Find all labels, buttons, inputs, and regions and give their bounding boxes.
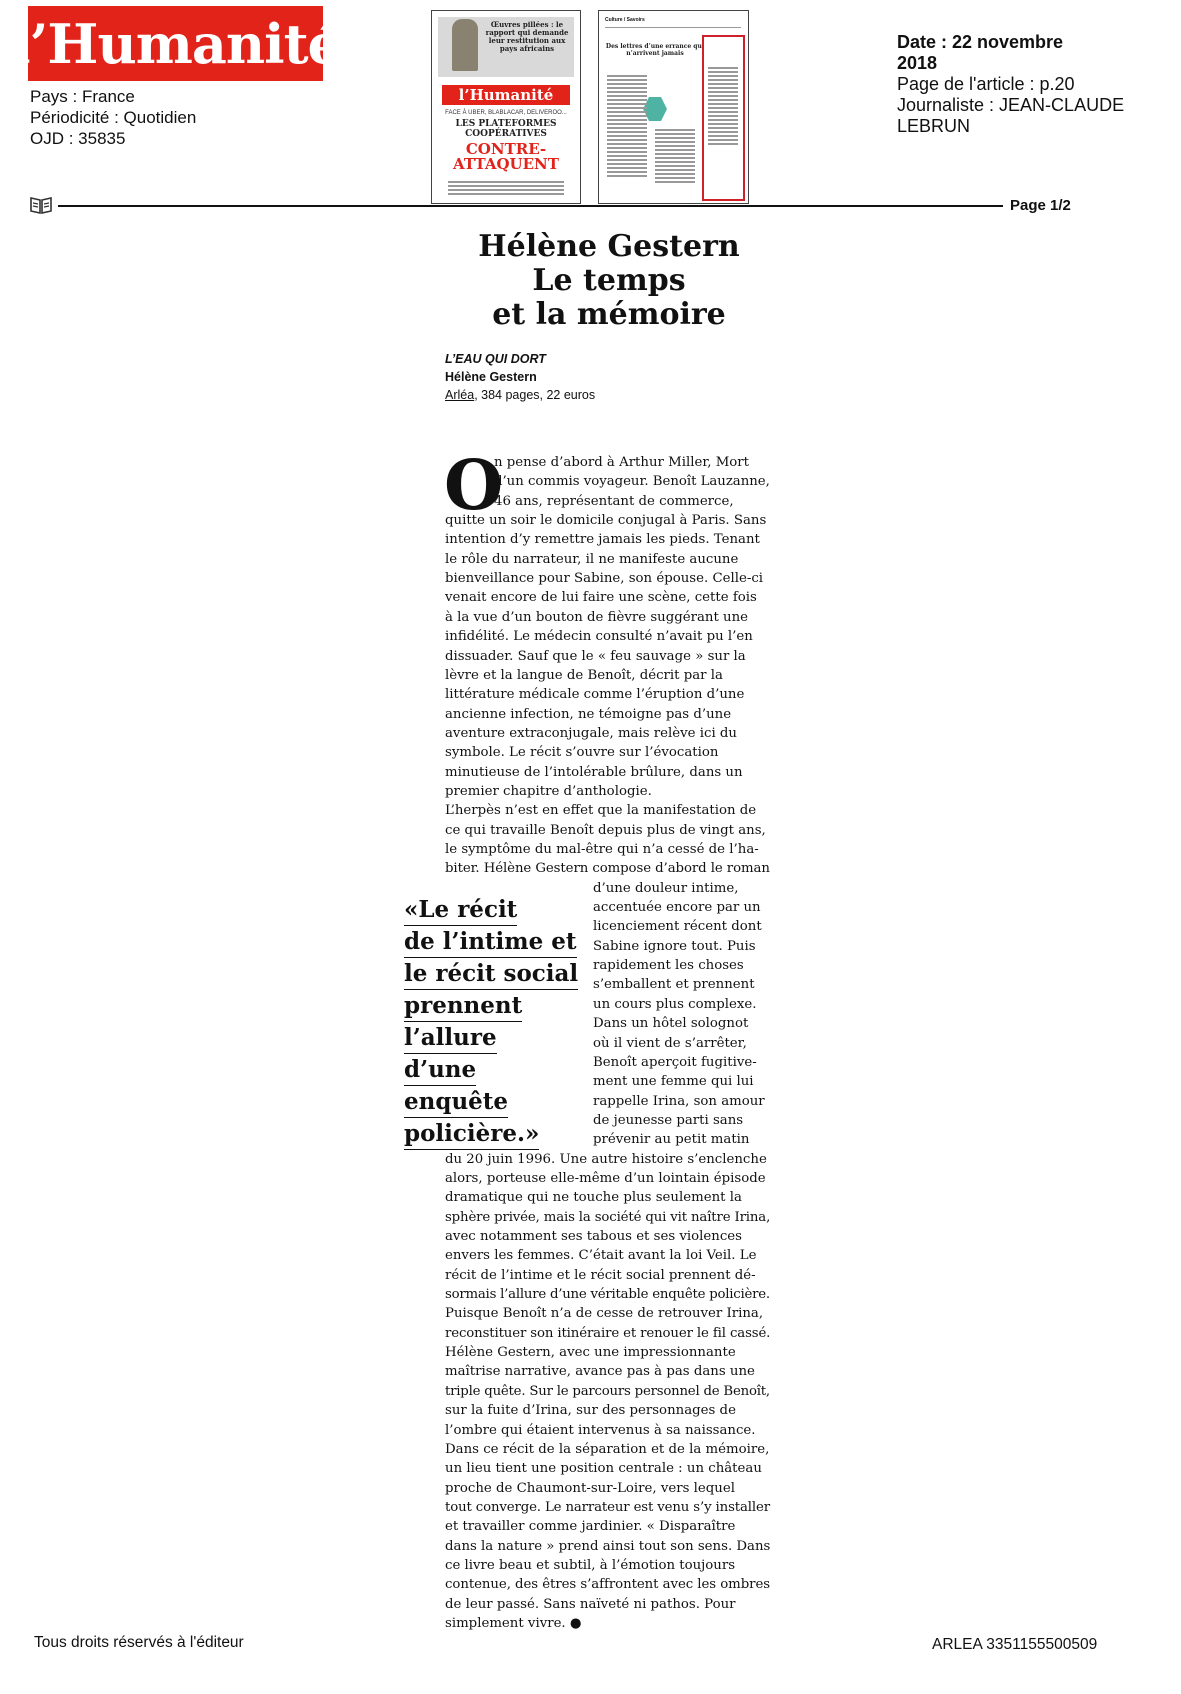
article-line: un cours plus complexe. (593, 996, 757, 1012)
article-line: licenciement récent dont (593, 919, 762, 935)
article-line: Dans ce récit de la séparation et de la mémoire, (445, 1441, 770, 1457)
article-line: alors, porteuse elle-même d’un lointain épisode (445, 1170, 766, 1186)
article-line: d’un commis voyageur. Benoît Lauzanne, (494, 474, 770, 490)
article-line: où il vient de s’arrêter, (593, 1035, 747, 1051)
date-year: 2018 (897, 53, 938, 73)
book-icon (30, 196, 52, 214)
separator-rule (58, 205, 1003, 207)
article-line: le symptôme du mal-être qui n’a cessé de l’ha- (445, 842, 759, 857)
article-line: Hélène Gestern, avec une impressionnante (445, 1345, 736, 1361)
statue-image (452, 19, 478, 71)
article-page-thumbnail[interactable] (598, 10, 749, 204)
article-line: le rôle du narrateur, il ne manifeste aucune (445, 551, 739, 567)
article-headline (380, 230, 838, 332)
book-details: , 384 pages, 22 euros (474, 388, 596, 402)
book-details-line (445, 386, 595, 404)
pull-quote-line: prennent (404, 992, 522, 1022)
article-line: rapidement les choses (593, 958, 744, 974)
article-line: venait encore de lui faire une scène, cette fois (445, 590, 757, 606)
article-line: premier chapitre d’anthologie. (445, 783, 652, 799)
article-line: maîtrise narrative, avance pas à pas dans une (445, 1364, 755, 1380)
date-line: Date : 22 novembre (897, 32, 1064, 52)
article-line: quitte un soir le domicile conjugal à Paris. Sans (445, 513, 767, 529)
drop-cap: O (444, 446, 504, 526)
article-line: tout converge. Le narrateur est venu s’y installer (445, 1499, 770, 1515)
front-page-thumbnail[interactable] (431, 10, 581, 204)
article-line: Puisque Benoît n’a de cesse de retrouver Irina, (445, 1306, 764, 1322)
article-line: Sabine ignore tout. Puis (593, 938, 756, 954)
article-line: infidélité. Le médecin consulté n’avait pu l’en (445, 629, 753, 645)
article-line: reconstituer son itinéraire et renouer le fil cassé. (445, 1325, 771, 1341)
frequency: Périodicité : Quotidien (30, 108, 197, 127)
book-info (445, 350, 595, 404)
headline-line: et la mémoire (492, 297, 726, 332)
article-line: lèvre et la langue de Benoît, décrit par la (445, 667, 723, 683)
article-line: sur la fuite d’Irina, sur des personnages de (445, 1403, 736, 1419)
pull-quote-line: «Le récit (404, 896, 517, 926)
publication-info (30, 86, 196, 149)
article-page-header (605, 17, 741, 28)
article-line: dans la nature » prend ainsi tout son sens. Dans (445, 1538, 771, 1554)
article-line: minutieuse de l’intolérable brûlure, dans un (445, 764, 743, 780)
article-line: contenue, des êtres s’affrontent avec les ombres (445, 1577, 771, 1593)
front-page-top-text: Œuvres pillées : le rapport qui demande leur restitution aux pays africains (485, 20, 569, 53)
journalist-name: LEBRUN (897, 116, 971, 136)
article-line: Benoît aperçoit fugitive- (593, 1054, 757, 1070)
book-title: L’EAU QUI DORT (445, 352, 546, 366)
article-line: biter. Hélène Gestern compose d’abord le roman (445, 861, 770, 877)
article-line: et travailler comme jardinier. « Disparaître (445, 1519, 736, 1535)
article-line: littérature médicale comme l’éruption d’une (445, 687, 745, 703)
page-number: Page 1/2 (1010, 197, 1071, 214)
article-line: avec notamment ses tabous et ses violences (445, 1229, 742, 1244)
front-page-headline: LES PLATEFORMES COOPÉRATIVES (455, 119, 557, 139)
article-line: intention d’y remettre jamais les pieds. Tenant (445, 532, 760, 548)
front-page-kicker: FACE À UBER, BLABLACAR, DELIVEROO... (445, 110, 567, 116)
article-line: symbole. Le récit s’ouvre sur l’évocation (445, 745, 719, 761)
article-page-column (607, 75, 647, 179)
article-line: du 20 juin 1996. Une autre histoire s’enclenche (445, 1151, 767, 1167)
book-author: Hélène Gestern (445, 370, 537, 384)
article-line: récit de l’intime et le récit social prennent dé- (445, 1267, 756, 1283)
article-line: l’ombre qui étaient intervenus à sa naissance. (445, 1422, 756, 1438)
article-page-title: Des lettres d’une errance qui n’arrivent jamais (605, 43, 705, 57)
article-line: s’emballent et prennent (593, 977, 755, 993)
article-line: un lieu tient une position centrale : un château (445, 1461, 762, 1477)
article-line: rappelle Irina, son amour (593, 1093, 765, 1109)
article-line: envers les femmes. C’était avant la loi Veil. Le (445, 1248, 757, 1264)
pull-quote (404, 894, 584, 1150)
article-line: dissuader. Sauf que le « feu sauvage » sur la (445, 648, 746, 664)
article-highlight-frame (702, 35, 745, 201)
article-line: d’une douleur intime, (593, 880, 739, 896)
pull-quote-line: l’allure (404, 1024, 497, 1054)
humanite-logo (10, 6, 341, 81)
pull-quote-line: policière.» (404, 1120, 539, 1150)
country: Pays : France (30, 87, 135, 106)
page-reference: Page de l'article : p.20 (897, 74, 1075, 94)
front-page-headline-red: CONTRE-ATTAQUENT (453, 140, 559, 173)
article-line: proche de Chaumont-sur-Loire, vers lequel (445, 1480, 735, 1496)
article-page-column (655, 129, 695, 185)
article-line: ment une femme qui lui (593, 1074, 754, 1090)
article-line: à la vue d’un bouton de fièvre suggérant une (445, 609, 749, 625)
article-line: de leur passé. Sans naïveté ni pathos. Pour (445, 1596, 736, 1612)
publisher-link[interactable]: Arléa (445, 388, 475, 402)
document-reference: ARLEA 3351155500509 (932, 1636, 1098, 1653)
article-line: ancienne infection, ne témoigne pas d’une (445, 706, 732, 722)
article-line: simplement vivre. ● (445, 1616, 582, 1631)
journalist: Journaliste : JEAN-CLAUDE (897, 95, 1125, 115)
article-line: L’herpès n’est en effet que la manifestation de (445, 803, 757, 819)
headline-line: Le temps (532, 263, 686, 298)
article-line: accentuée encore par un (593, 900, 761, 916)
front-page-body-lines (448, 181, 564, 197)
logo-text: l’Humanité (10, 11, 341, 76)
ojd: OJD : 35835 (30, 129, 126, 148)
article-line: 46 ans, représentant de commerce, (494, 493, 734, 509)
pull-quote-line: de l’intime et (404, 928, 577, 958)
pull-quote-line: le récit social (404, 960, 578, 990)
article-line: sphère privée, mais la société qui vit naître Irina, (445, 1209, 771, 1225)
article-line: de jeunesse parti sans (593, 1112, 744, 1128)
article-line: prévenir au petit matin (593, 1132, 750, 1148)
article-line: dramatique qui ne touche plus seulement la (445, 1190, 742, 1206)
article-line: bienveillance pour Sabine, son épouse. Celle-ci (445, 571, 764, 587)
pull-quote-line: d’une enquête (404, 1056, 508, 1118)
article-line: ce livre beau et subtil, à l’émotion toujours (445, 1557, 736, 1573)
article-line: Dans un hôtel solognot (593, 1016, 749, 1032)
rights-notice: Tous droits réservés à l'éditeur (34, 1634, 244, 1651)
article-line: n pense d’abord à Arthur Miller, Mort (494, 455, 750, 470)
headline-line: Hélène Gestern (478, 229, 740, 264)
article-metadata (897, 32, 1157, 137)
article-line: ce qui travaille Benoît depuis plus de vingt ans, (445, 822, 766, 838)
article-line: sormais l’allure d’une véritable enquête policière. (445, 1287, 770, 1303)
article-line: triple quête. Sur le parcours personnel de Benoît, (445, 1383, 770, 1399)
front-page-logo: l’Humanité (442, 85, 570, 105)
article-page-section: Culture / Savoirs (605, 17, 645, 23)
article-line: aventure extraconjugale, mais relève ici du (445, 725, 737, 741)
